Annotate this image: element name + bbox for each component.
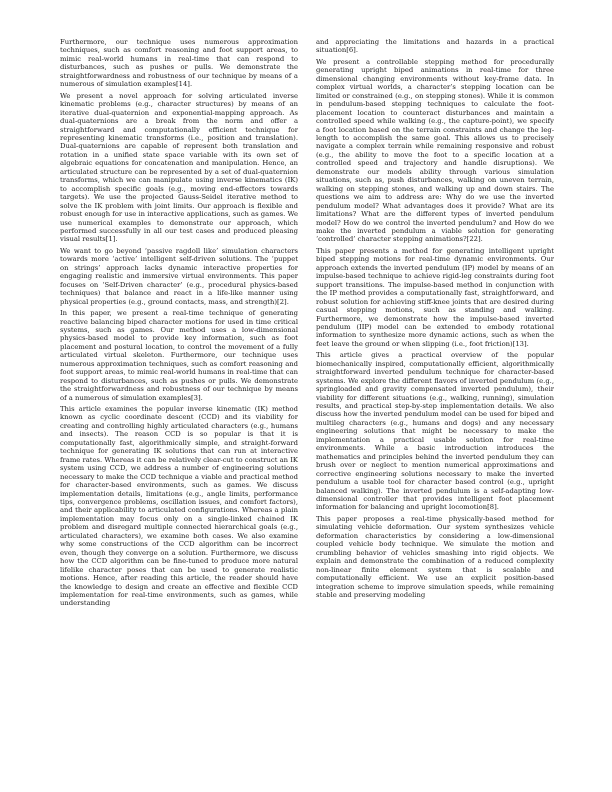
paragraph: We present a novel approach for solving articulated inverse kinematic problems (e.g., character structures) by means of an iterative dual-quaternion and exponential-mapping approach. As dual-quaternions are a break from the norm and offer a straightforward and computationally efficient technique for representing kinematic transforms (i.e., position and translation). Dual-quaternions are capable of represent both translation and rotation in a unified state space variable with its own set of algebraic equations for concatenation and manipulation. Hence, an articulated structure can be represented by a set of dual-quaternion transforms, which we can manipulate using inverse kinematics (IK) to accomplish specific goals (e.g., moving end-effectors towards targets). We use the projected Gauss-Seidel iterative method to solve the IK problem with joint limits. Our approach is flexible and robust enough for use in interactive applications, such as games. We use numerical examples to demonstrate our approach, which performed successfully in all our test cases and produced pleasing visual results[1]. xyxy=(60,91,298,244)
paragraph: This article examines the popular inverse kinematic (IK) method known as cyclic coordinate descent (CCD) and its viability for creating and controlling highly articulated characters (e.g., humans and insects). The reason CCD is so popular is that it is computationally fast, algorithmically simple, and straight-forward technique for generating IK solutions that can run at interactive frame rates. Whereas it can be relatively clear-cut to construct an IK system using CCD, we address a number of engineering solutions necessary to make the CCD technique a viable and practical method for character-based environments, such as games. We discuss implementation details, limitations (e.g., angle limits, performance tips, convergence problems, oscillation issues, and comfort factors), and their applicability to articulated configurations. Whereas a plain implementation may focus only on a single-linked chained IK problem and disregard multiple connected hierarchical goals (e.g., articulated characters), we examine both cases. We also examine why some constructions of the CCD algorithm can be incorrect even, though they converge on a solution. Furthermore, we discuss how the CCD algorithm can be fine-tuned to produce more natural lifelike character poses that can be used to generate realistic motions. Hence, after reading this article, the reader should have the knowledge to design and create an effective and flexible CCD implementation for real-time environments, such as games, while understanding xyxy=(60,405,298,608)
paragraph: We want to go beyond ‘passive ragdoll like’ simulation characters towards more ‘active’ intelligent self-driven solutions. The ‘puppet on strings’ approach lacks dynamic interactive properties for engaging realistic and immersive virtual environments. This paper focuses on ‘Self-Driven character’ (e.g., procedural physics-based techniques) that balance and react in a life-like manner using physical properties (e.g., ground contacts, mass, and strength)[2]. xyxy=(60,246,298,306)
paragraph: In this paper, we present a real-time technique of generating reactive balancing biped character motions for used in time critical systems, such as games. Our method uses a low-dimensional physics-based model to provide key information, such as foot placement and postural location, to control the movement of a fully articulated virtual skeleton. Furthermore, our technique uses numerous approximation techniques, such as comfort reasoning and foot support areas, to mimic real-world humans in real-time that can respond to disturbances, such as pushes or pulls. We demonstrate the straightforwardness and robustness of our technique by means of a numerous of simulation examples[3]. xyxy=(60,309,298,402)
paragraph: This article gives a practical overview of the popular biomechanically inspired, computationally efficient, algorithmically straightforward inverted pendulum technique for character-based systems. We explore the different flavors of inverted pendulum (e.g., springloaded and gravity compensated inverted pendulum), their viability for different situations (e.g., walking, running), simulation results, and practical step-by-step implementation details. We also discuss how the inverted pendulum model can be used for biped and multileg characters (e.g., humans and dogs) and any necessary engineering solutions that might be necessary to make the implementation a practical usable solution for real-time environments. While a basic introduction introduces the mathematics and principles behind the inverted pendulum they can brush over or neglect to mention numerical approximations and corrective engineering solutions necessary to make the inverted pendulum a usable tool for character based control (e.g., upright balanced walking). The inverted pendulum is a self-adapting low-dimensional controller that provides intelligent foot placement information for balancing and upright locomotion[8]. xyxy=(316,351,554,512)
paragraph: This paper proposes a real-time physically-based method for simulating vehicle deformation. Our system synthesizes vehicle deformation characteristics by considering a low-dimensional coupled vehicle body technique. We simulate the motion and crumbling behavior of vehicles smashing into rigid objects. We explain and demonstrate the combination of a reduced complexity non-linear finite element system that is scalable and computationally efficient. We use an explicit position-based integration scheme to improve simulation speeds, while remaining stable and preserving modeling xyxy=(316,514,554,599)
paper-page xyxy=(60,38,554,754)
paragraph: Furthermore, our technique uses numerous approximation techniques, such as comfort reasoning and foot support areas, to mimic real-world humans in real-time that can respond to disturbances, such as pushes or pulls. We demonstrate the straightforwardness and robustness of our technique by means of a numerous of simulation examples[14]. xyxy=(60,38,298,89)
left-column xyxy=(60,38,298,754)
paragraph: and appreciating the limitations and hazards in a practical situation[6]. xyxy=(316,38,554,55)
right-column xyxy=(316,38,554,754)
paragraph: We present a controllable stepping method for procedurally generating upright biped animations in real-time for three dimensional changing environments without key-frame data. In complex virtual worlds, a character’s stepping location can be limited or constrained (e.g., on stepping stones). While it is common in pendulum-based stepping techniques to calculate the foot-placement location to counteract disturbances and maintain a controlled speed while walking (e.g., the capture-point), we specify a foot location based on the terrain constraints and change the leg-length to accomplish the same goal. This allows us to precisely navigate a complex terrain while remaining responsive and robust (e.g., the ability to move the foot to a specific location at a controlled speed and trajectory and handle disruptions). We demonstrate our models ability through various simulation situations, such as, push disturbances, walking on uneven terrain, walking on stepping stones, and walking up and down stairs. The questions we aim to address are: Why do we use the inverted pendulum model? What advantages does it provide? What are its limitations? What are the different types of inverted pendulum model? How do we control the inverted pendulum? and How do we make the inverted pendulum a viable solution for generating ‘controlled’ character stepping animations?[22]. xyxy=(316,57,554,244)
paragraph: This paper presents a method for generating intelligent upright biped stepping motions for real-time dynamic environments. Our approach extends the inverted pendulum (IP) model by means of an impulse-based technique to achieve rigid-leg constraints during foot support transitions. The impulse-based method in conjunction with the IP method provides a computationally fast, straightforward, and robust solution for achieving stiff-knee joints that are desired during casual stepping motions, such as standing and walking. Furthermore, we demonstrate how the impulse-based inverted pendulum (IIP) model can be extended to embody rotational information to synthesize more dynamic actions, such as when the feet leave the ground or when slipping (i.e., foot friction)[13]. xyxy=(316,246,554,348)
